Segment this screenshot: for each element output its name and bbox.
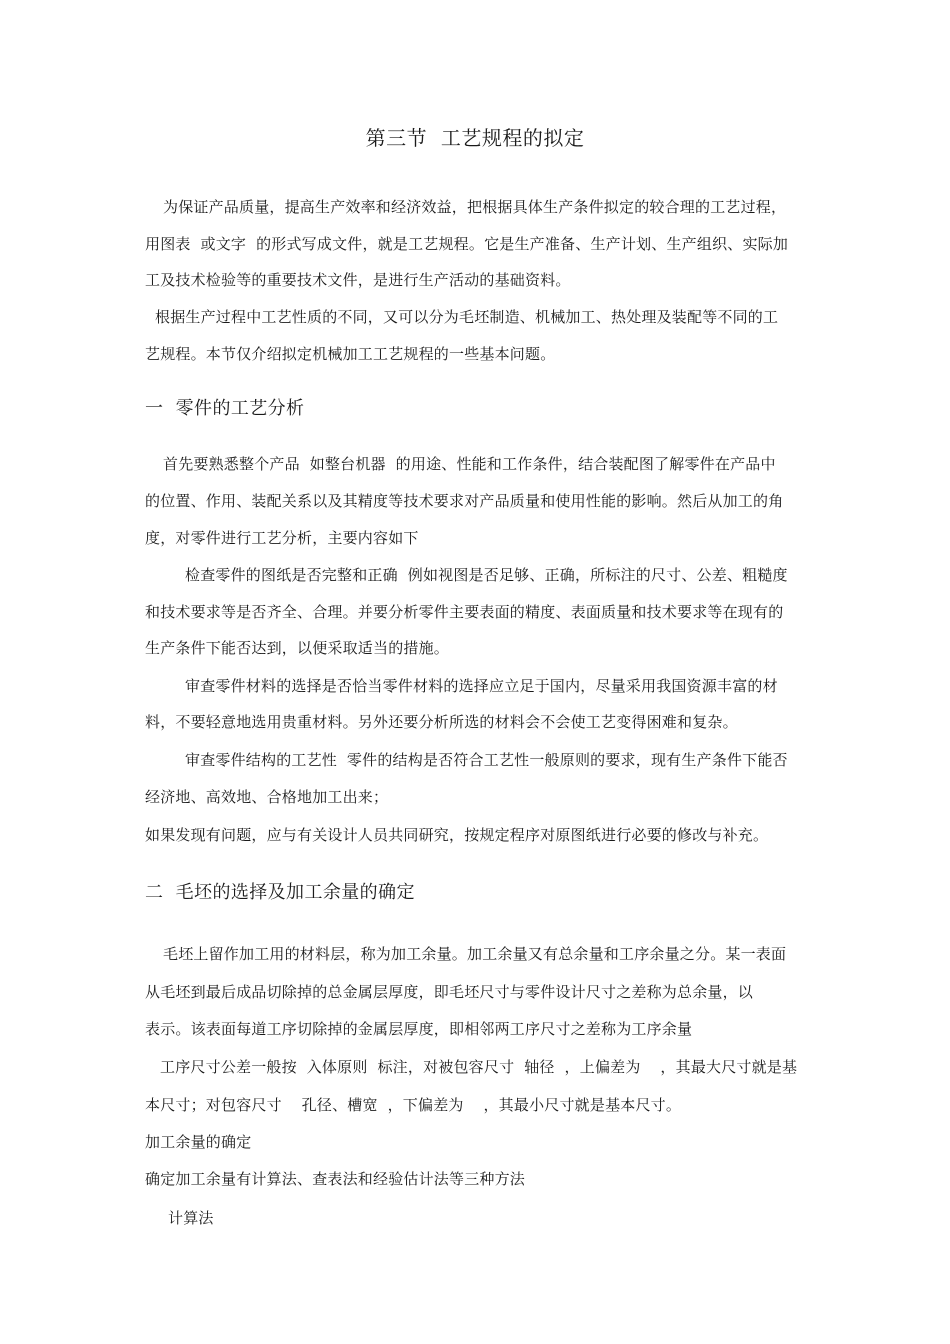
section-1-line-2: 的位置、作用、装配关系以及其精度等技术要求对产品质量和使用性能的影响。然后从加工的角: [145, 492, 784, 510]
section-1-heading: 一 零件的工艺分析: [145, 398, 305, 419]
section-1-line-11: 如果发现有问题，应与有关设计人员共同研究，按规定程序对原图纸进行必要的修改与补充。: [145, 826, 769, 844]
section-1-line-5: 和技术要求等是否齐全、合理。并要分析零件主要表面的精度、表面质量和技术要求等在现有的: [145, 603, 784, 621]
intro-line-4: 根据生产过程中工艺性质的不同，又可以分为毛坯制造、机械加工、热处理及装配等不同的工: [155, 308, 779, 326]
intro-line-5: 艺规程。本节仅介绍拟定机械加工工艺规程的一些基本问题。: [145, 345, 556, 363]
section-2-heading: 二 毛坯的选择及加工余量的确定: [145, 882, 415, 903]
section-1-line-6: 生产条件下能否达到，以便采取适当的措施。: [145, 639, 450, 657]
section-2-line-7: 确定加工余量有计算法、查表法和经验估计法等三种方法: [145, 1170, 526, 1188]
section-2-line-8: 计算法: [168, 1209, 214, 1227]
section-2-line-3: 表示。该表面每道工序切除掉的金属层厚度，即相邻两工序尺寸之差称为工序余量: [145, 1020, 693, 1038]
section-1-line-7: 审查零件材料的选择是否恰当零件材料的选择应立足于国内，尽量采用我国资源丰富的材: [185, 677, 778, 695]
section-1-line-4: 检查零件的图纸是否完整和正确 例如视图是否足够、正确，所标注的尺寸、公差、粗糙度: [185, 566, 788, 584]
section-1-line-3: 度，对零件进行工艺分析，主要内容如下: [145, 529, 419, 547]
intro-line-2: 用图表 或文字 的形式写成文件，就是工艺规程。它是生产准备、生产计划、生产组织、实际加: [145, 235, 789, 253]
section-2-line-4: 工序尺寸公差一般按 入体原则 标注，对被包容尺寸 轴径 ，上偏差为 ，其最大尺寸就是基: [160, 1058, 798, 1076]
intro-line-3: 工及技术检验等的重要技术文件，是进行生产活动的基础资料。: [145, 271, 571, 289]
section-1-line-1: 首先要熟悉整个产品 如整台机器 的用途、性能和工作条件，结合装配图了解零件在产品中: [163, 455, 776, 473]
section-2-line-2: 从毛坯到最后成品切除掉的总金属层厚度，即毛坯尺寸与零件设计尺寸之差称为总余量，以: [145, 983, 754, 1001]
section-2-line-5: 本尺寸；对包容尺寸 孔径、槽宽 ，下偏差为 ，其最小尺寸就是基本尺寸。: [145, 1096, 682, 1114]
section-1-line-10: 经济地、高效地、合格地加工出来；: [145, 788, 389, 806]
intro-line-1: 为保证产品质量，提高生产效率和经济效益，把根据具体生产条件拟定的较合理的工艺过程，: [163, 198, 787, 216]
section-1-line-8: 料，不要轻意地选用贵重材料。另外还要分析所选的材料会不会使工艺变得困难和复杂。: [145, 713, 738, 731]
section-2-line-1: 毛坯上留作加工用的材料层，称为加工余量。加工余量又有总余量和工序余量之分。某一表面: [163, 945, 787, 963]
section-1-line-9: 审查零件结构的工艺性 零件的结构是否符合工艺性一般原则的要求，现有生产条件下能否: [185, 751, 788, 769]
page-title: 第三节 工艺规程的拟定: [365, 126, 585, 150]
section-2-line-6: 加工余量的确定: [145, 1133, 252, 1151]
